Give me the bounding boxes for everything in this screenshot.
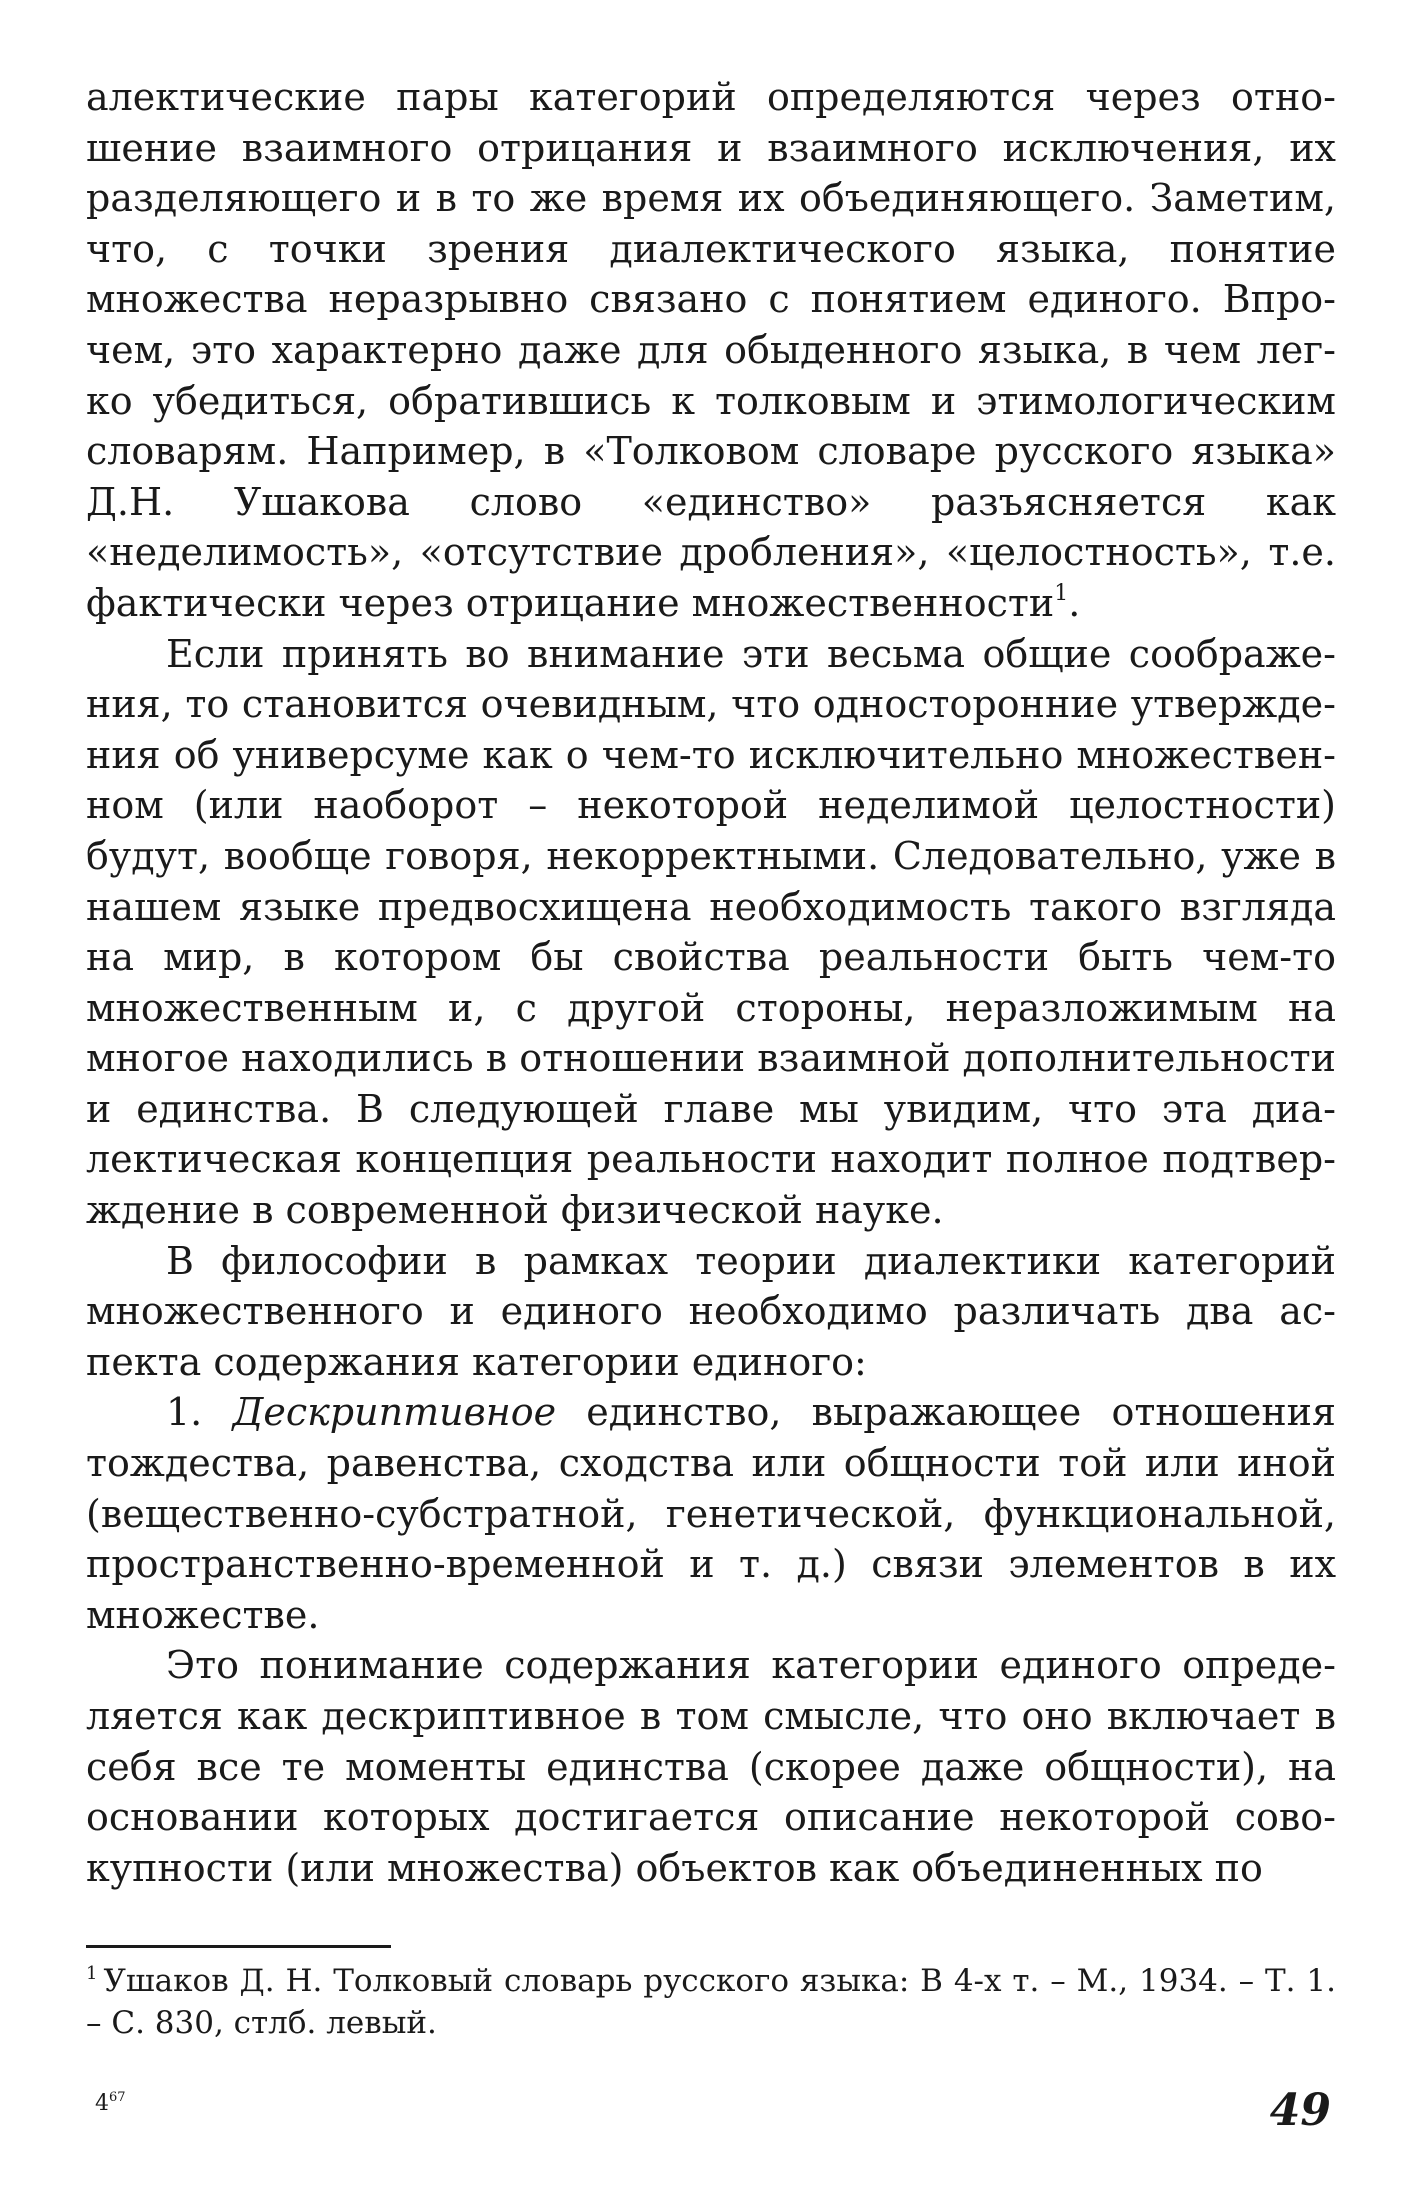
page-number: 49 [1269, 2085, 1331, 2136]
main-text [86, 72, 1336, 1893]
list-number: 1. [166, 1390, 233, 1435]
paragraph-1-text: алектические пары категорий определяются через отношение взаимного отрицания и взаимного исключения, их разделяющего и в то же время их объединяющего. Заметим, что, с точки зрения диалектического языка, понятие множества неразрывно связано с понятием единого. Впрочем, это характерно даже для обыденного языка, в чем легко убедиться, обратившись к толковым и этимологическим словарям. Например, в «Толковом словаре русского языка» Д.Н. Ушакова слово «единство» разъясняется как «неделимость», «отсутствие дробления», «целостность», т.е. фактически через отрицание множественности [86, 75, 1336, 625]
footnote-divider [86, 1945, 391, 1948]
term-descriptive: Дескриптивное [232, 1390, 557, 1435]
signature-sup: 67 [109, 2090, 126, 2105]
signature-main: 4 [95, 2091, 109, 2116]
paragraph-2: Если принять во внимание эти весьма общие соображения, то становится очевидным, что односторонние утверждения об универсуме как о чем-то исключительно множественном (или наоборот – некоторой неделимой целостности) будут, вообще говоря, некорректными. Следовательно, уже в нашем языке предвосхищена необходимость такого взгляда на мир, в котором бы свойства реальности быть чем-то множественным и, с другой стороны, неразложимым на многое находились в отношении взаимной дополнительности и единства. В следующей главе мы увидим, что эта диалектическая концепция реальности находит полное подтверждение в современной физической науке. [86, 631, 1336, 1233]
paragraph-4 [86, 1387, 1336, 1640]
printer-signature [95, 2090, 126, 2116]
paragraph-3: В философии в рамках теории диалектики категорий множественного и единого необходимо различать два аспекта содержания категории единого: [86, 1238, 1336, 1384]
paragraph-5: Это понимание содержания категории единого определяется как дескриптивное в том смысле, что оно включает в себя все те моменты единства (скорее даже общности), на основании которых достигается описание некоторой совокупности (или множества) объектов как объединенных по [86, 1643, 1336, 1890]
footnote-text: Ушаков Д. Н. Толковый словарь русского языка: В 4-х т. – М., 1934. – Т. 1. – С. 830, стлб. левый. [86, 1963, 1336, 2041]
footnote [86, 1960, 1336, 2044]
page-body [86, 72, 1336, 1893]
footnote-mark: 1 [86, 1963, 98, 1984]
paragraph-1-end: . [1068, 580, 1081, 625]
paragraph-4-text: единство, выражающее отношения тождества, равенства, сходства или общности той или иной (вещественно-субстратной, генетической, функциональной, пространственно-временной и т. д.) связи элементов в их множестве. [86, 1390, 1336, 1637]
paragraph-1 [86, 72, 1336, 629]
footnote-reference[interactable]: 1 [1054, 580, 1069, 606]
